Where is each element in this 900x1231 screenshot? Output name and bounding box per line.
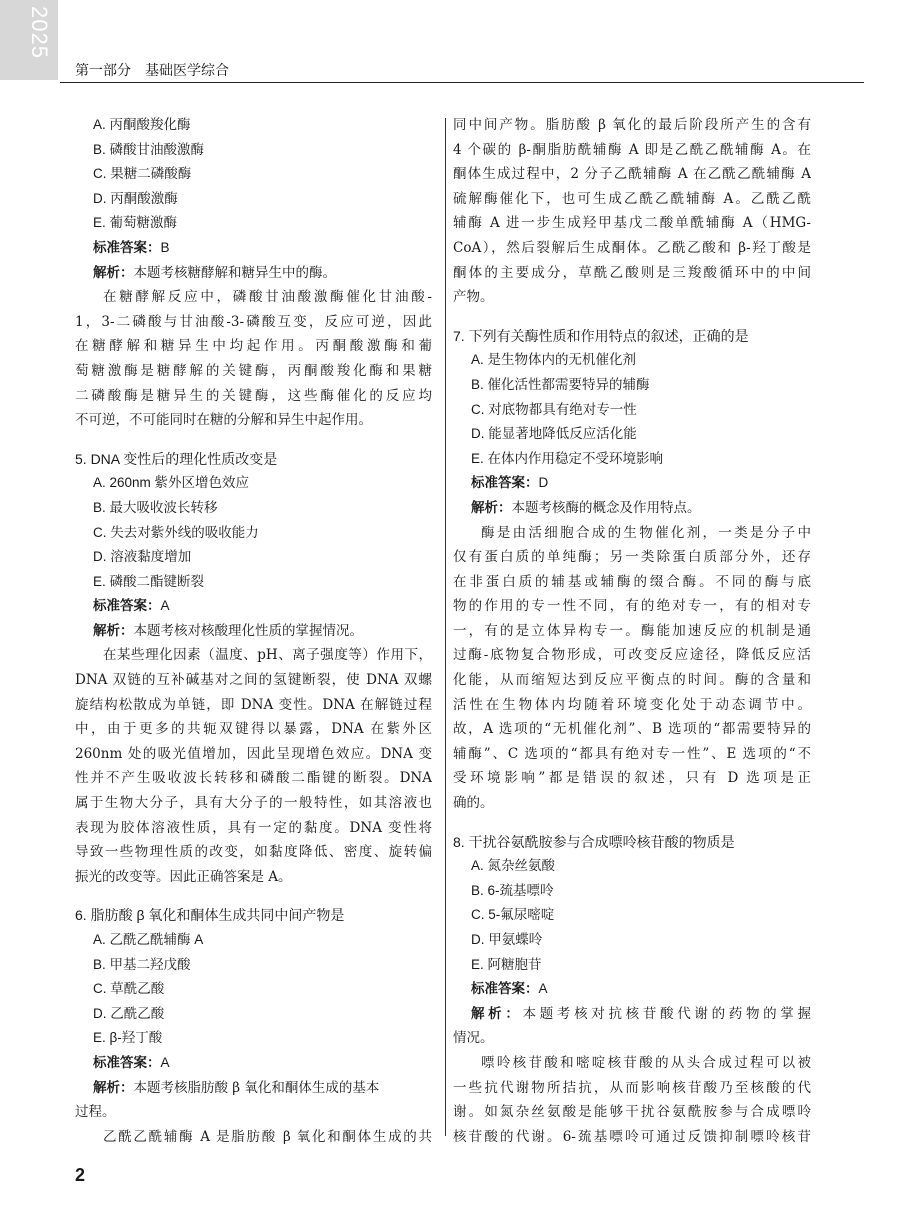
- question-stem: 5. DNA 变性后的理化性质改变是: [75, 450, 278, 467]
- option: A. 丙酮酸羧化酶: [93, 117, 191, 132]
- standard-answer: [75, 1051, 432, 1076]
- analysis-line: 260nm 处的吸光值增加，因此呈现增色效应。DNA 变: [75, 745, 432, 762]
- part-label: 第一部分: [75, 62, 131, 78]
- analysis-text: 本题考核对核酸理化性质的掌握情况。: [133, 622, 363, 639]
- answer-value: B: [160, 239, 170, 255]
- option: E. 磷酸二酯键断裂: [93, 573, 205, 589]
- analysis-line: 二磷酸酶是糖异生的关键酶，这些酶催化的反应均: [75, 387, 432, 404]
- option: C. 草酰乙酸: [93, 981, 165, 997]
- option: B. 6-巯基嘌呤: [471, 882, 554, 898]
- analysis-line: 萄糖激酶是糖酵解的关键酶，丙酮酸羧化酶和果糖: [75, 362, 432, 379]
- option: E. 在体内作用稳定不受环境影响: [471, 450, 664, 466]
- analysis-line: [453, 1002, 811, 1027]
- analysis-line: 辅酶 A 进一步生成羟甲基戊二酸单酰辅酶 A（HMG-: [453, 215, 811, 232]
- option: A. 260nm 紫外区增色效应: [93, 475, 250, 491]
- analysis-label: 解析：: [471, 499, 512, 515]
- analysis-line: 1，3-二磷酸与甘油酸-3-磷酸互变，反应可逆，因此: [75, 313, 432, 330]
- analysis-line: CoA），然后裂解后生成酮体。乙酰乙酸和 β-羟丁酸是: [453, 239, 811, 256]
- analysis-line: 表现为胶体溶液性质，具有一定的黏度。DNA 变性将: [75, 819, 432, 836]
- analysis-line: 在某些理化因素（温度、pH、离子强度等）作用下，: [103, 647, 432, 664]
- option: C. 果糖二磷酸酶: [93, 166, 192, 182]
- analysis-line: [75, 619, 432, 644]
- option: D. 乙酰乙酸: [93, 1005, 165, 1021]
- option: B. 催化活性都需要特异的辅酶: [471, 376, 650, 392]
- year-tab: [0, 0, 58, 80]
- analysis-text: 本题考核脂肪酸 β 氧化和酮体生成的基本: [133, 1079, 380, 1096]
- analysis-line: 化能，从而缩短达到反应平衡点的时间。酶的含量和: [453, 672, 811, 689]
- running-header: [75, 60, 243, 80]
- analysis-line: 在糖酵解和糖异生中均起作用。丙酮酸激酶和葡: [75, 338, 432, 355]
- analysis-line: 在非蛋白质的辅基或辅酶的缀合酶。不同的酶与底: [453, 573, 811, 590]
- answer-label: 标准答案：: [93, 239, 161, 255]
- analysis-line: DNA 双链的互补碱基对之间的氢键断裂，使 DNA 双螺: [75, 672, 432, 689]
- analysis-line: 同中间产物。脂肪酸 β 氧化的最后阶段所产生的含有: [453, 117, 811, 133]
- answer-label: 标准答案：: [93, 1054, 161, 1070]
- analysis-line: 受环境影响”都是错误的叙述，只有 D 选项是正: [453, 770, 811, 787]
- option: A. 是生物体内的无机催化剂: [471, 352, 637, 368]
- analysis-line: 酶是由活细胞合成的生物催化剂，一类是分子中: [481, 524, 811, 541]
- question-stem: 8. 干扰谷氨酰胺参与合成嘌呤核苷酸的物质是: [453, 833, 735, 850]
- answer-value: A: [538, 981, 548, 997]
- option: C. 失去对紫外线的吸收能力: [93, 524, 259, 540]
- analysis-line: 过程。: [75, 1104, 116, 1121]
- question-stem: 6. 脂肪酸 β 氧化和酮体生成共同中间产物是: [75, 907, 345, 924]
- question-stem: 7. 下列有关酶性质和作用特点的叙述，正确的是: [453, 327, 749, 344]
- option: D. 溶液黏度增加: [93, 549, 192, 565]
- standard-answer: [453, 471, 811, 496]
- analysis-line: 辅酶”、C 选项的“都具有绝对专一性”、E 选项的“不: [453, 745, 811, 762]
- answer-value: A: [160, 1054, 170, 1070]
- analysis-text: 本题考核糖酵解和糖异生中的酶。: [133, 264, 336, 281]
- option: C. 5-氟尿嘧啶: [471, 907, 555, 923]
- left-column: [75, 113, 432, 1149]
- analysis-line: 确的。: [453, 795, 494, 812]
- option: B. 磷酸甘油酸激酶: [93, 141, 205, 157]
- option: B. 最大吸收波长转移: [93, 499, 218, 515]
- analysis-label: 解析：: [93, 264, 134, 280]
- option: D. 丙酮酸激酶: [93, 190, 178, 206]
- answer-value: A: [160, 598, 170, 614]
- year-label: 2025: [27, 6, 52, 59]
- option: B. 甲基二羟戊酸: [93, 956, 191, 972]
- option: D. 甲氨蝶呤: [471, 932, 543, 947]
- analysis-line: 乙酰乙酰辅酶 A 是脂肪酸 β 氧化和酮体生成的共: [103, 1128, 432, 1145]
- analysis-line: 物的作用的专一性不同，有的绝对专一，有的相对专: [453, 598, 811, 615]
- analysis-line: [75, 261, 432, 286]
- option: E. β-羟丁酸: [93, 1030, 163, 1046]
- analysis-text: 本题考核酶的概念及作用特点。: [511, 499, 701, 516]
- analysis-line: 故，A 选项的“无机催化剂”、B 选项的“都需要特异的: [453, 721, 811, 738]
- analysis-line: 核苷酸的代谢。6-巯基嘌呤可通过反馈抑制嘌呤核苷: [453, 1128, 811, 1145]
- section-label: 基础医学综合: [145, 62, 229, 78]
- analysis-line: 旋结构松散成为单链，即 DNA 变性。DNA 在解链过程: [75, 696, 432, 713]
- analysis-line: 嘌呤核苷酸和嘧啶核苷酸的从头合成过程可以被: [481, 1054, 811, 1071]
- option: E. 葡萄糖激酶: [93, 215, 178, 231]
- standard-answer: [75, 236, 432, 261]
- analysis-label: 解析：: [93, 622, 134, 638]
- option: A. 乙酰乙酰辅酶 A: [93, 932, 204, 947]
- analysis-line: [453, 496, 811, 521]
- standard-answer: [453, 977, 811, 1002]
- analysis-line: 导致一些物理性质的改变，如黏度降低、密度、旋转偏: [75, 844, 432, 861]
- analysis-line: 在糖酵解反应中，磷酸甘油酸激酶催化甘油酸-: [103, 289, 432, 306]
- header-rule: [60, 82, 864, 83]
- answer-label: 标准答案：: [93, 598, 161, 614]
- analysis-line: 振光的改变等。因此正确答案是 A。: [75, 868, 292, 885]
- analysis-line: 一，有的是立体异构专一。酶能加速反应的机制是通: [453, 622, 811, 639]
- analysis-line: 仅有蛋白质的单纯酶；另一类除蛋白质部分外，还存: [453, 549, 811, 566]
- analysis-line: 产物。: [453, 289, 494, 306]
- option: C. 对底物都具有绝对专一性: [471, 401, 637, 417]
- analysis-label: 解析：: [93, 1079, 134, 1095]
- option: D. 能显著地降低反应活化能: [471, 426, 637, 442]
- analysis-line: 活性在生物体内均随着环境变化处于动态调节中。: [453, 696, 811, 713]
- answer-value: D: [538, 475, 549, 491]
- analysis-line: 性并不产生吸收波长转移和磷酸二酯键的断裂。DNA: [75, 770, 432, 787]
- analysis-line: 情况。: [453, 1030, 494, 1047]
- analysis-label: 解析：: [471, 1005, 523, 1021]
- analysis-line: 属于生物大分子，具有大分子的一般特性，如其溶液也: [75, 795, 432, 812]
- right-column: [453, 113, 811, 1149]
- analysis-line: 酮体生成过程中，2 分子乙酰辅酶 A 在乙酰乙酰辅酶 A: [453, 166, 811, 183]
- analysis-line: [75, 1076, 432, 1101]
- page-number: 2: [75, 1165, 86, 1185]
- analysis-line: 酮体的主要成分，草酰乙酸则是三羧酸循环中的中间: [453, 264, 811, 281]
- analysis-line: 不可逆，不可能同时在糖的分解和异生中起作用。: [75, 412, 372, 429]
- option: A. 氮杂丝氨酸: [471, 858, 556, 874]
- column-divider: [445, 118, 446, 1136]
- option: E. 阿糖胞苷: [471, 956, 542, 972]
- analysis-line: 中，由于更多的共轭双键得以暴露，DNA 在紫外区: [75, 721, 432, 738]
- analysis-line: 硫解酶催化下，也可生成乙酰乙酰辅酶 A。乙酰乙酰: [453, 190, 811, 207]
- analysis-line: 一些抗代谢物所拮抗，从而影响核苷酸乃至核酸的代: [453, 1079, 811, 1096]
- analysis-line: 4 个碳的 β-酮脂肪酰辅酶 A 即是乙酰乙酰辅酶 A。在: [453, 141, 811, 158]
- analysis-line: 过酶-底物复合物形成，可改变反应途径，降低反应活: [453, 647, 811, 664]
- analysis-text: 本题考核对抗核苷酸代谢的药物的掌握: [522, 1005, 811, 1022]
- standard-answer: [75, 594, 432, 619]
- answer-label: 标准答案：: [471, 981, 539, 997]
- answer-label: 标准答案：: [471, 475, 539, 491]
- analysis-line: 谢。如氮杂丝氨酸是能够干扰谷氨酰胺参与合成嘌呤: [453, 1104, 811, 1121]
